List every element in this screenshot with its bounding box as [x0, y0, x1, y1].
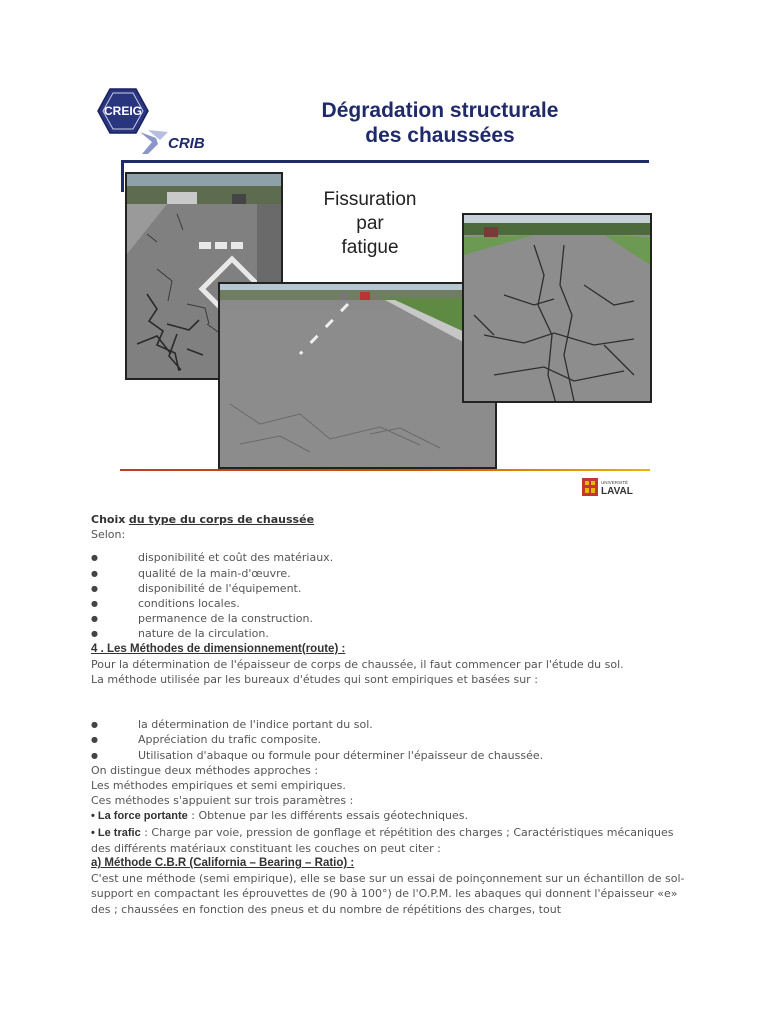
- crib-logo: [138, 128, 222, 158]
- section2-list: [91, 717, 691, 763]
- svg-text:LAVAL: LAVAL: [601, 486, 633, 497]
- param-force-portante: [91, 808, 691, 824]
- list-item: ● disponibilité de l'équipement.: [91, 581, 691, 596]
- list-item: ● Appréciation du trafic composite.: [91, 732, 691, 747]
- section3-heading: a) Méthode C.B.R (California – Bearing – Ratio) :: [91, 857, 355, 870]
- slide-title-line1: Dégradation structurale: [321, 99, 559, 122]
- section3-text: C'est une méthode (semi empirique), elle se base sur un essai de poinçonnement sur un échantillon de sol-support en compactant les éprouvettes de (90 à 100°) de l'O.P.M. les abaques qui donnent l'épaisseur «e» des ; chaussées en fonction des pneus et du nombre de répétitions des charges, tout: [91, 872, 685, 916]
- svg-text:CRIB: CRIB: [168, 135, 205, 152]
- list-item: ● la détermination de l'indice portant du sol.: [91, 717, 691, 732]
- list-item: ● disponibilité et coût des matériaux.: [91, 550, 691, 565]
- section2-line1: On distingue deux méthodes approches :: [91, 763, 319, 777]
- param2-text: : Charge par voie, pression de gonflage et répétition des charges ; Caractéristiques mécaniques des différents matériaux constituant les couches on peut citer :: [91, 825, 674, 855]
- slide-title: [290, 98, 590, 148]
- section1-intro: Selon:: [91, 528, 126, 542]
- photo-residential-road: [462, 213, 652, 403]
- caption-line2: par: [356, 213, 384, 234]
- heading-prefix: Choix: [91, 513, 126, 526]
- section2-para1: Pour la détermination de l'épaisseur de corps de chaussée, il faut commencer par l'étude du sol.: [91, 657, 624, 671]
- caption-line1: Fissuration: [323, 189, 417, 210]
- param1-label: • La force portante: [91, 810, 188, 823]
- list-item: ● conditions locales.: [91, 596, 691, 611]
- section2-line2: Les méthodes empiriques et semi empiriques.: [91, 779, 346, 793]
- header-rule-vertical: [121, 160, 124, 192]
- list-item: ● permanence de la construction.: [91, 611, 691, 626]
- section1-heading: [91, 512, 691, 527]
- svg-text:UNIVERSITÉ: UNIVERSITÉ: [601, 480, 629, 485]
- header-rule: [121, 160, 649, 163]
- heading-rest: du type du corps de chaussée: [128, 513, 315, 526]
- section2-heading: 4 . Les Méthodes de dimensionnement(route) :: [91, 642, 346, 655]
- section2-para2: La méthode utilisée par les bureaux d'études qui sont empiriques et basées sur :: [91, 673, 538, 687]
- svg-text:CREIG: CREIG: [103, 104, 143, 118]
- param-trafic: [91, 825, 691, 856]
- laval-logo: [582, 477, 642, 497]
- slide-title-line2: des chaussées: [365, 124, 515, 147]
- section2-line3: Ces méthodes s'appuient sur trois paramètres :: [91, 794, 354, 808]
- photo-long-road: [218, 282, 497, 469]
- slide-caption: [300, 188, 440, 260]
- param2-label: • Le trafic: [91, 826, 141, 839]
- list-item: ● qualité de la main-d'œuvre.: [91, 566, 691, 581]
- footer-rule: [120, 469, 650, 471]
- document-body: [91, 512, 691, 917]
- section1-list: [91, 550, 691, 641]
- list-item: ● Utilisation d'abaque ou formule pour déterminer l'épaisseur de chaussée.: [91, 748, 691, 763]
- param1-text: : Obtenue par les différents essais géotechniques.: [187, 809, 468, 823]
- caption-line3: fatigue: [341, 237, 399, 258]
- list-item: ● nature de la circulation.: [91, 626, 691, 641]
